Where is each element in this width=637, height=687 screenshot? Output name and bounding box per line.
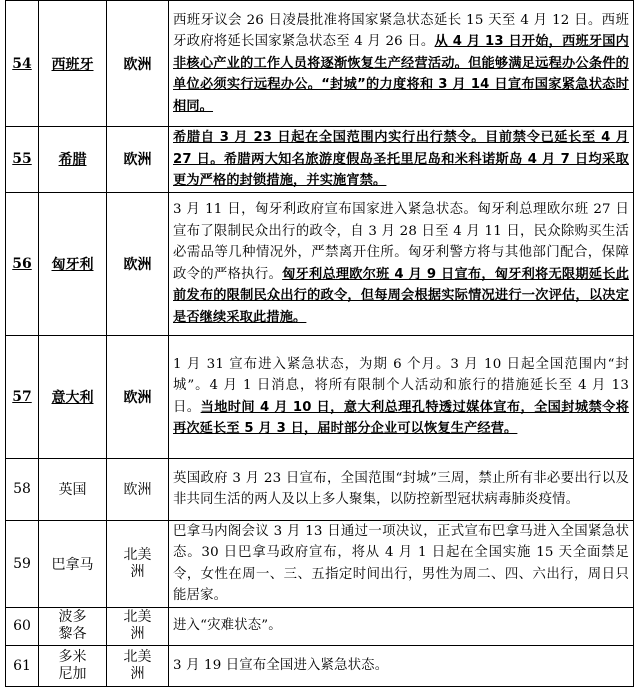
region-name bbox=[107, 520, 169, 607]
table-row bbox=[6, 335, 634, 458]
measure-description bbox=[169, 127, 634, 193]
region-name bbox=[107, 607, 169, 645]
country-name-text: 多米尼加 bbox=[58, 648, 87, 682]
description-plain-text: 3 月 19 日宣布全国进入紧急状态。 bbox=[173, 657, 389, 673]
row-number: 57 bbox=[6, 335, 39, 458]
lockdown-measures-table bbox=[5, 0, 634, 687]
measure-description bbox=[169, 335, 634, 458]
country-name: 意大利 bbox=[39, 335, 107, 458]
table-row bbox=[6, 1, 634, 127]
measure-description bbox=[169, 458, 634, 520]
region-name: 欧洲 bbox=[107, 335, 169, 458]
region-name bbox=[107, 645, 169, 686]
table-row bbox=[6, 607, 634, 645]
country-name: 英国 bbox=[39, 458, 107, 520]
description-plain-text: 西班牙议会 26 日凌晨批准将国家紧急状态延长 15 天至 4 月 12 日。西班牙政府将延长国家紧急状态至 4 月 26 日。 bbox=[173, 12, 629, 50]
description-plain-text: 英国政府 3 月 23 日宣布，全国范围“封城”三周，禁止所有非必要出行以及非共同生活的两人及以上多人聚集，以防控新型冠状病毒肺炎疫情。 bbox=[173, 470, 629, 507]
region-name: 欧洲 bbox=[107, 458, 169, 520]
region-name-text: 北美洲 bbox=[123, 648, 152, 682]
description-highlight-text: 希腊自 3 月 23 日起在全国范围内实行出行禁令。目前禁令已延长至 4 月 27 日。希腊两大知名旅游度假岛圣托里尼岛和米科诺斯岛 4 月 7 日均采取更为严格的封锁措施，并实施宵禁。 bbox=[173, 130, 629, 188]
row-number: 60 bbox=[6, 607, 39, 645]
table-row bbox=[6, 192, 634, 335]
description-highlight-text: 从 4 月 13 日开始，西班牙国内非核心产业的工作人员将逐渐恢复生产经营活动。但能够满足远程办公条件的单位必须实行远程办公。“封城”的力度将和 3 月 14 日宣布国家紧急状态时相同。 bbox=[173, 34, 629, 114]
description-plain-text: 巴拿马内阁会议 3 月 13 日通过一项决议，正式宣布巴拿马进入全国紧急状态。30 日巴拿马政府宣布，将从 4 月 1 日起在全国实施 15 天全面禁足令，女性在周一、三、五指定时间出行，男性为周二、四、六出行，周日只能居家。 bbox=[173, 523, 629, 603]
description-highlight-text: 当地时间 4 月 10 日，意大利总理孔特透过媒体宣布，全国封城禁令将再次延长至 5 月 3 日，届时部分企业可以恢复生产经营。 bbox=[173, 399, 629, 436]
country-name: 希腊 bbox=[39, 127, 107, 193]
country-name: 西班牙 bbox=[39, 1, 107, 127]
measure-description bbox=[169, 1, 634, 127]
region-name-text: 北美洲 bbox=[123, 609, 152, 642]
region-name: 欧洲 bbox=[107, 127, 169, 193]
table-row bbox=[6, 458, 634, 520]
description-highlight-text: 匈牙利总理欧尔班 4 月 9 日宣布，匈牙利将无限期延长此前发布的限制民众出行的政令，但每周会根据实际情况进行一次评估，以决定是否继续采取此措施。 bbox=[173, 266, 629, 325]
description-plain-text: 1 月 31 宣布进入紧急状态，为期 6 个月。3 月 10 日起全国范围内“封城”。4 月 1 日消息，将所有限制个人活动和旅行的措施延长至 4 月 13 日。 bbox=[173, 356, 629, 415]
measure-description bbox=[169, 192, 634, 335]
measure-description bbox=[169, 520, 634, 607]
table-row bbox=[6, 127, 634, 193]
measure-description bbox=[169, 645, 634, 686]
country-name bbox=[39, 607, 107, 645]
country-name: 匈牙利 bbox=[39, 192, 107, 335]
region-name: 欧洲 bbox=[107, 192, 169, 335]
measure-description bbox=[169, 607, 634, 645]
country-name bbox=[39, 645, 107, 686]
country-name-text: 波多黎各 bbox=[58, 609, 87, 642]
table-row bbox=[6, 520, 634, 607]
country-name: 巴拿马 bbox=[39, 520, 107, 607]
row-number: 55 bbox=[6, 127, 39, 193]
table-row bbox=[6, 645, 634, 686]
row-number: 58 bbox=[6, 458, 39, 520]
row-number: 59 bbox=[6, 520, 39, 607]
row-number: 54 bbox=[6, 1, 39, 127]
row-number: 56 bbox=[6, 192, 39, 335]
description-plain-text: 3 月 11 日，匈牙利政府宣布国家进入紧急状态。匈牙利总理欧尔班 27 日宣布了限制民众出行的政令，自 3 月 28 日至 4 月 11 日，民众除购买生活必需品等几种情况外，严禁离开住所。匈牙利警方将与其他部门配合，保障政令的严格执行。 bbox=[173, 202, 629, 282]
region-name: 欧洲 bbox=[107, 1, 169, 127]
region-name-text: 北美洲 bbox=[123, 546, 152, 580]
row-number: 61 bbox=[6, 645, 39, 686]
description-plain-text: 进入“灾难状态”。 bbox=[173, 618, 282, 634]
